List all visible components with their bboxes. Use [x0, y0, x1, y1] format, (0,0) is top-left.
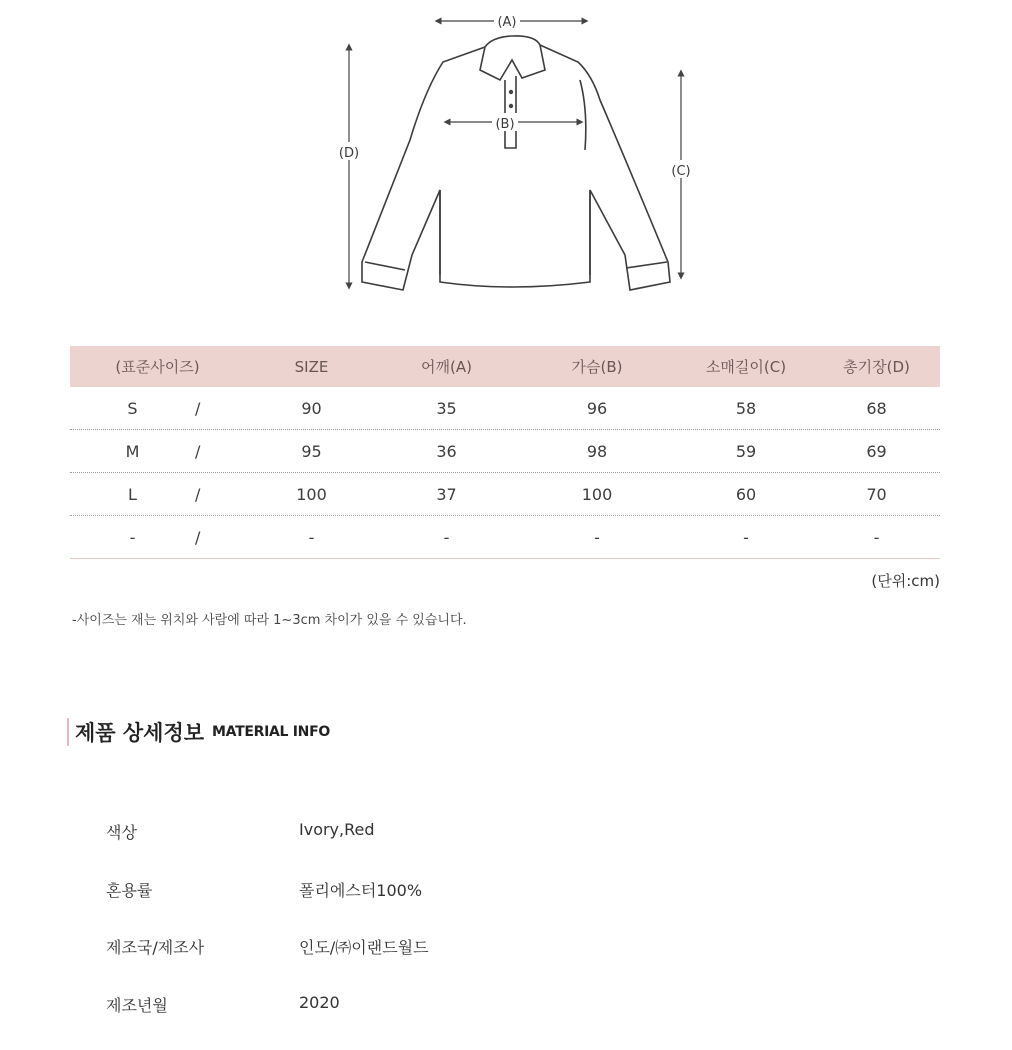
cell-std: S	[70, 399, 195, 418]
info-value: 인도/㈜이랜드월드	[299, 935, 429, 993]
material-info-list	[106, 820, 429, 1050]
label-b: (B)	[495, 117, 514, 132]
header-size: SIZE	[245, 358, 378, 376]
info-value: 폴리에스터100%	[299, 878, 422, 936]
header-chest: 가슴(B)	[515, 356, 679, 377]
list-item	[106, 935, 429, 993]
cell-length: 68	[813, 399, 940, 418]
info-value: Ivory,Red	[299, 820, 375, 878]
cell-sep: /	[195, 528, 245, 547]
cell-sep: /	[195, 442, 245, 461]
label-d: (D)	[339, 146, 359, 161]
cell-chest: 98	[515, 442, 679, 461]
list-item	[106, 878, 429, 936]
size-table-header	[70, 346, 940, 387]
cell-sleeve: -	[679, 528, 813, 547]
table-row	[70, 430, 940, 473]
list-item	[106, 820, 429, 878]
info-label: 혼용률	[106, 878, 299, 936]
cell-chest: -	[515, 528, 679, 547]
cell-size: 90	[245, 399, 378, 418]
title-accent-bar	[67, 718, 69, 746]
cell-sleeve: 59	[679, 442, 813, 461]
header-standard-size: (표준사이즈)	[70, 356, 245, 377]
cell-chest: 100	[515, 485, 679, 504]
info-label: 제조국/제조사	[106, 935, 299, 993]
cell-size: 95	[245, 442, 378, 461]
list-item	[106, 993, 429, 1050]
placket-buttons	[509, 90, 513, 108]
cell-size: -	[245, 528, 378, 547]
section-title-ko: 제품 상세정보	[75, 717, 204, 747]
size-table	[70, 346, 940, 559]
cell-length: -	[813, 528, 940, 547]
cell-std: L	[70, 485, 195, 504]
section-title	[67, 717, 330, 747]
size-note: -사이즈는 재는 위치와 사람에 따라 1~3cm 차이가 있을 수 있습니다.	[72, 609, 467, 628]
cell-length: 70	[813, 485, 940, 504]
cell-sep: /	[195, 485, 245, 504]
cell-std: -	[70, 528, 195, 547]
header-length: 총기장(D)	[813, 356, 940, 377]
info-value: 2020	[299, 993, 340, 1050]
unit-label: (단위:cm)	[871, 570, 940, 591]
cell-chest: 96	[515, 399, 679, 418]
cell-shoulder: 36	[378, 442, 515, 461]
cell-size: 100	[245, 485, 378, 504]
table-row	[70, 516, 940, 559]
info-label: 색상	[106, 820, 299, 878]
cell-shoulder: -	[378, 528, 515, 547]
header-shoulder: 어깨(A)	[378, 356, 515, 377]
table-row	[70, 473, 940, 516]
label-a: (A)	[497, 15, 516, 30]
shirt-outline-icon	[362, 36, 670, 290]
garment-size-diagram	[0, 0, 1012, 300]
table-row	[70, 387, 940, 430]
cell-shoulder: 37	[378, 485, 515, 504]
header-sleeve: 소매길이(C)	[679, 356, 813, 377]
info-label: 제조년월	[106, 993, 299, 1050]
label-c: (C)	[671, 164, 690, 179]
cell-std: M	[70, 442, 195, 461]
cell-length: 69	[813, 442, 940, 461]
cell-sleeve: 58	[679, 399, 813, 418]
cell-sleeve: 60	[679, 485, 813, 504]
section-title-en: MATERIAL INFO	[212, 724, 330, 740]
cell-shoulder: 35	[378, 399, 515, 418]
cell-sep: /	[195, 399, 245, 418]
